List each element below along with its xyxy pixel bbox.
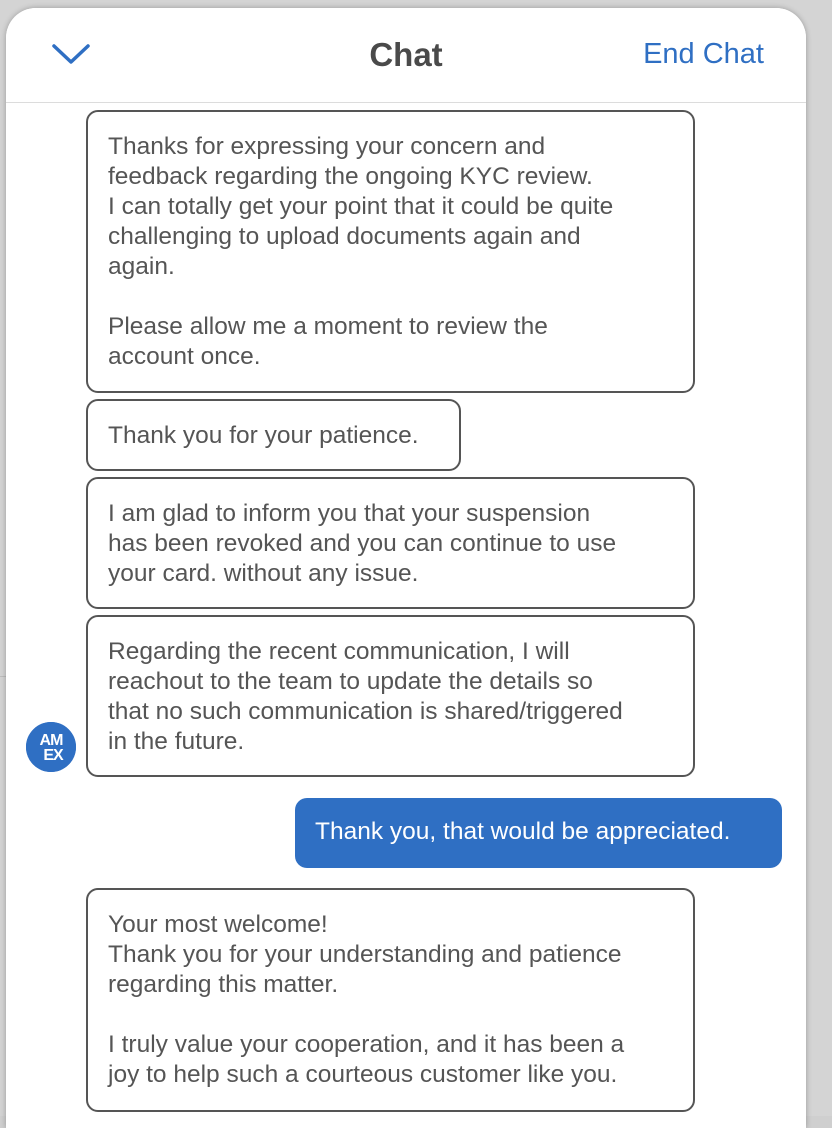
amex-logo-icon: [26, 722, 76, 772]
agent-message: Thanks for expressing your concern and feedback regarding the ongoing KYC review. I can totally get your point that it could be quite challenging to upload documents again and again. Please allow me a moment to review the account once.: [86, 110, 695, 393]
agent-message: Your most welcome! Thank you for your understanding and patience regarding this matter. I truly value your cooperation, and it has been a joy to help such a courteous customer like you.: [86, 888, 695, 1112]
chat-header: [6, 8, 806, 103]
chat-panel: [6, 8, 806, 1128]
user-message: Thank you, that would be appreciated.: [295, 798, 782, 868]
chat-title: Chat: [6, 36, 806, 74]
svg-text:EX: EX: [43, 747, 64, 764]
agent-message: Thank you for your patience.: [86, 399, 461, 471]
end-chat-button[interactable]: End Chat: [643, 38, 764, 71]
agent-message: Regarding the recent communication, I will reachout to the team to update the details so that no such communication is shared/triggered in the future.: [86, 615, 695, 777]
svg-text:AM: AM: [40, 732, 64, 749]
agent-message: I am glad to inform you that your suspension has been revoked and you can continue to use your card. without any issue.: [86, 477, 695, 609]
